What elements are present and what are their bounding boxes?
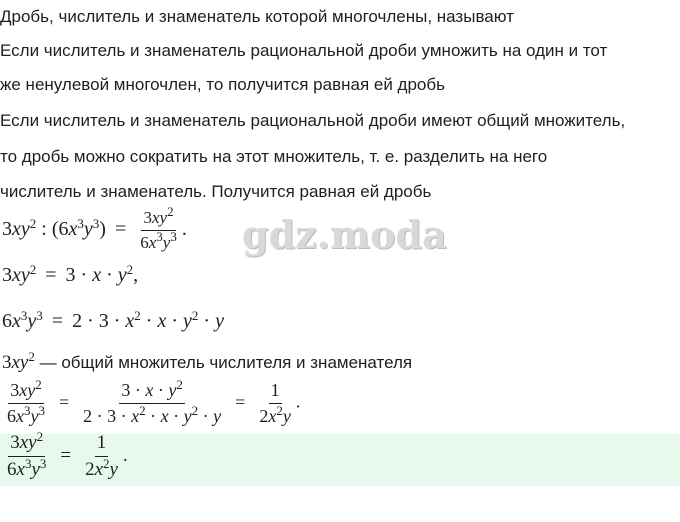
watermark-logo: gdz.moda: [242, 212, 447, 257]
text-line-6: числитель и знаменатель. Получится равная ей дробь: [0, 182, 432, 201]
text-line-4: Если числитель и знаменатель рациональной дроби имеют общий множитель,: [0, 111, 626, 130]
formula-division: $3xy^2$ : $(6x^3y^3)$ = $\frac{3xy^2}{6x^3y^3}$ .: [2, 204, 187, 252]
text-line-1: Дробь, числитель и знаменатель которой многочлены, называют: [0, 7, 514, 26]
formula-result: $\frac{3xy^2}{6x^3y^3}$ = $\frac{1}{2x^2y}$ .: [7, 429, 128, 480]
text-line-2: Если числитель и знаменатель рациональной дроби умножить на один и тот: [0, 41, 608, 60]
text-line-3: же ненулевой многочлен, то получится равная ей дробь: [0, 75, 445, 94]
text-line-5: то дробь можно сократить на этот множитель, т. е. разделить на него: [0, 147, 548, 166]
common-factor-line: $3xy^2$ — общий множитель числителя и знаменателя: [2, 349, 413, 373]
formula-denominator-factorization: $6x^3y^3 = 2 \cdot 3 \cdot x^2 \cdot x \cdot y^2 \cdot y$: [2, 308, 224, 332]
formula-numerator-factorization: $3xy^2 = 3 \cdot x \cdot y^2$,: [2, 262, 139, 286]
formula-reduction-steps: $\frac{3xy^2}{6x^3y^3}$ = $\frac{3 \cdot x \cdot y^2}{2 \cdot 3 \cdot x^2 \cdot x \cdot y^2 \cdot y}$ = $\frac{1}{2x^2y}$ .: [7, 377, 301, 426]
common-factor-text: — общий множитель числителя и знаменателя: [39, 353, 413, 372]
